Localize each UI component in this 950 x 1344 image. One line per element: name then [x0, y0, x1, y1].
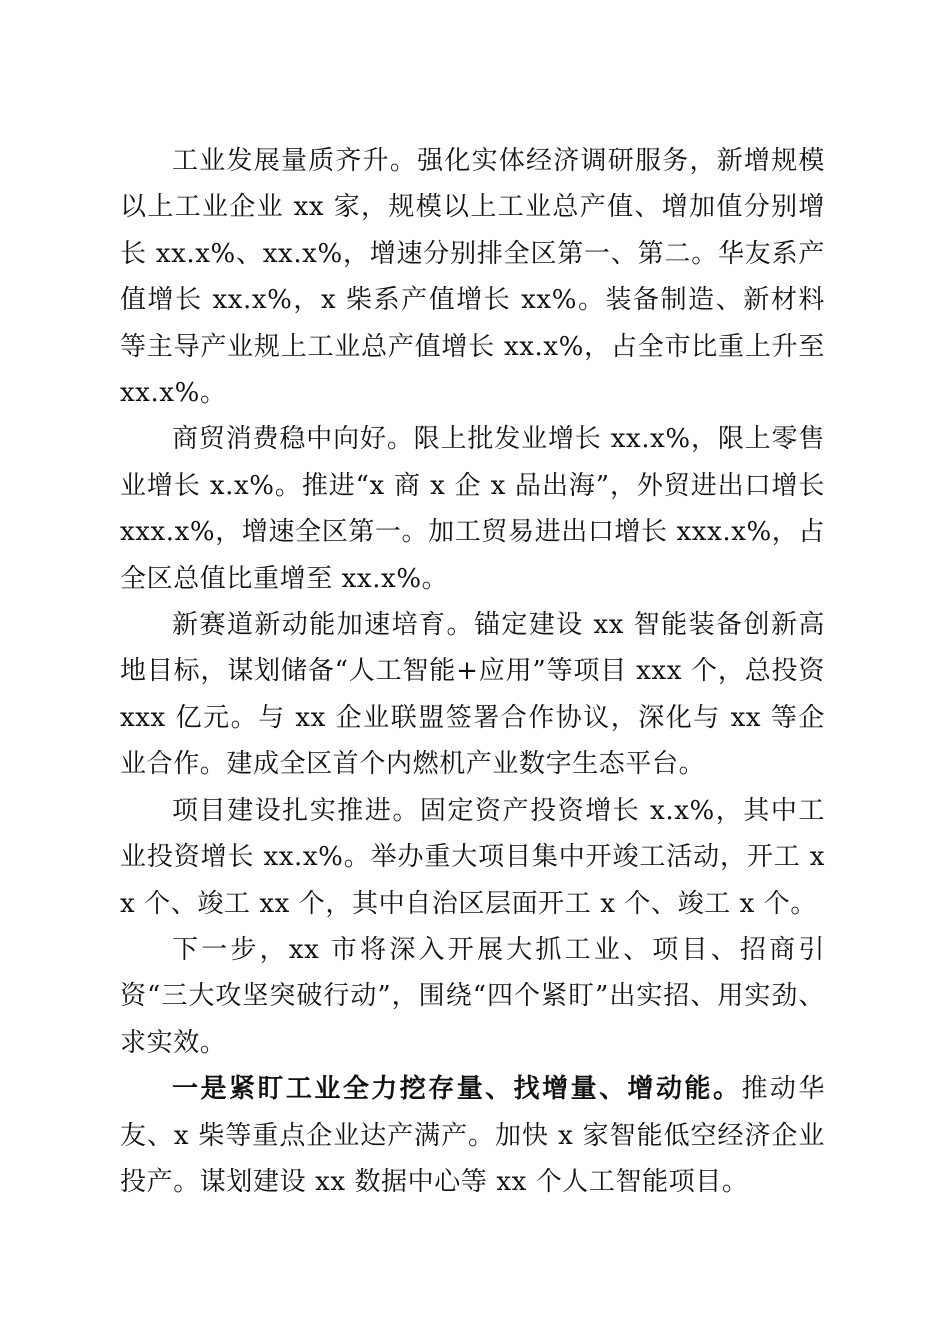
document-body — [120, 138, 825, 1205]
paragraph-new-momentum — [120, 602, 825, 788]
paragraph-text: 项目建设扎实推进。固定资产投资增长 x.x%，其中工业投资增长 xx.x%。举办重大项目集中开竣工活动，开工 xx 个、竣工 xx 个，其中自治区层面开工 x 个、竣工 x 个。 — [120, 795, 825, 919]
paragraph-text: 工业发展量质齐升。强化实体经济调研服务，新增规模以上工业企业 xx 家，规模以上工业总产值、增加值分别增长 xx.x%、xx.x%，增速分别排全区第一、第二。华友系产值增长 xx.x%，x 柴系产值增长 xx%。装备制造、新材料等主导产业规上工业总产值增长 xx.x%，占全市比重上升至 xx.x%。 — [120, 146, 825, 409]
paragraph-text: 下一步，xx 市将深入开展大抓工业、项目、招商引资“三大攻坚突破行动”，围绕“四个紧盯”出实招、用实劲、求实效。 — [120, 934, 825, 1058]
paragraph-text: 商贸消费稳中向好。限上批发业增长 xx.x%，限上零售业增长 x.x%。推进“x 商 x 企 x 品出海”，外贸进出口增长 xxx.x%，增速全区第一。加工贸易进出口增长 xxx.x%，占全区总值比重增至 xx.x%。 — [120, 424, 825, 594]
paragraph-text: 推动华友、x 柴等重点企业达产满产。加快 x 家智能低空经济企业投产。谋划建设 xx 数据中心等 xx 个人工智能项目。 — [120, 1074, 825, 1197]
paragraph-commerce — [120, 416, 825, 602]
paragraph-industry — [120, 138, 825, 416]
paragraph-projects — [120, 788, 825, 927]
paragraph-text: 新赛道新动能加速培育。锚定建设 xx 智能装备创新高地目标，谋划储备“人工智能+应用”等项目 xxx 个，总投资 xxx 亿元。与 xx 企业联盟签署合作协议，深化与 xx 等企业合作。建成全区首个内燃机产业数字生态平台。 — [120, 610, 825, 780]
paragraph-first-focus — [120, 1066, 825, 1205]
paragraph-lead-heading: 一是紧盯工业全力挖存量、找增量、增动能。 — [172, 1074, 742, 1105]
paragraph-next-step — [120, 927, 825, 1066]
